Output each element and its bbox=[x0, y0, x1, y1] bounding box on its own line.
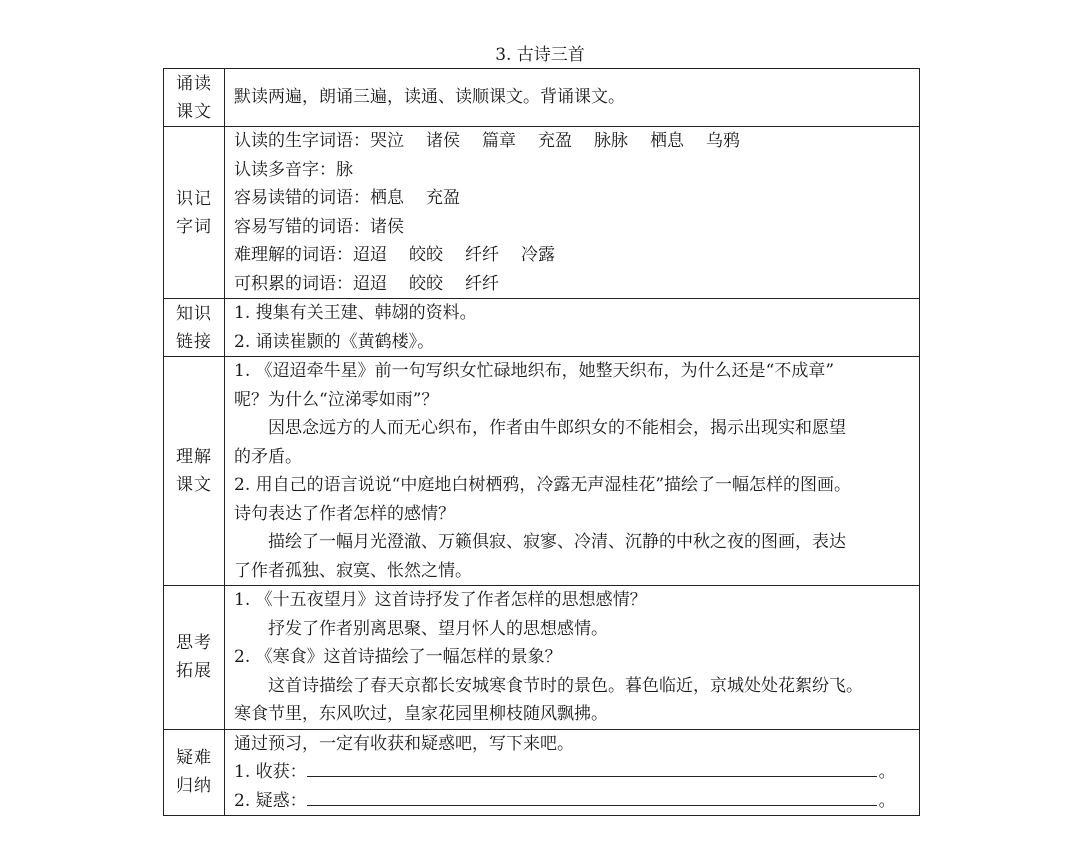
answer-line: 抒发了作者别离思聚、望月怀人的思想感情。 bbox=[268, 618, 608, 639]
knowledge-line: 2. 诵读崔颢的《黄鹤楼》。 bbox=[234, 331, 435, 352]
question-line: 诗句表达了作者怎样的感情？ bbox=[234, 503, 455, 524]
gain-blank[interactable] bbox=[307, 758, 877, 777]
row-doubts bbox=[164, 729, 920, 816]
question-line: 2. 用自己的语言说说“中庭地白树栖鸦，冷露无声湿桂花”描绘了一幅怎样的图画。 bbox=[234, 475, 852, 495]
row-content-recite bbox=[225, 69, 920, 127]
row-knowledge bbox=[164, 299, 920, 357]
question-line: 呢？为什么“泣涕零如雨”？ bbox=[234, 389, 439, 410]
doubt-blank[interactable] bbox=[307, 787, 877, 806]
doubt-line: 2. 疑惑： 。 bbox=[234, 787, 913, 816]
row-content-think bbox=[225, 586, 920, 730]
preview-table bbox=[163, 68, 920, 816]
answer-line: 了作者孤独、寂寞、怅然之情。 bbox=[234, 560, 472, 581]
words-line: 认读的生字词语：哭泣 诸侯 篇章 充盈 脉脉 栖息 乌鸦 bbox=[234, 131, 740, 151]
row-content-knowledge bbox=[225, 299, 920, 357]
answer-line: 描绘了一幅月光澄澈、万籁俱寂、寂寥、冷清、沉静的中秋之夜的图画，表达 bbox=[268, 532, 846, 552]
row-label-knowledge: 知识 链接 bbox=[164, 299, 225, 357]
doubts-intro: 通过预习，一定有收获和疑惑吧，写下来吧。 bbox=[234, 733, 574, 754]
words-line: 认读多音字：脉 bbox=[234, 159, 353, 180]
row-label-understand: 理解 课文 bbox=[164, 357, 225, 586]
row-recite bbox=[164, 69, 920, 127]
row-understand bbox=[164, 357, 920, 586]
recite-text: 默读两遍，朗诵三遍，读通、读顺课文。背诵课文。 bbox=[234, 87, 625, 108]
question-line: 2. 《寒食》这首诗描绘了一幅怎样的景象？ bbox=[234, 647, 562, 667]
answer-line: 这首诗描绘了春天京都长安城寒食节时的景色。暮色临近，京城处处花絮纷飞。 bbox=[268, 675, 863, 696]
row-label-recite: 诵读 课文 bbox=[164, 69, 225, 127]
words-line: 可积累的词语：迢迢 皎皎 纤纤 bbox=[234, 273, 499, 294]
question-line: 1. 《十五夜望月》这首诗抒发了作者怎样的思想感情？ bbox=[234, 590, 647, 610]
row-words bbox=[164, 127, 920, 299]
row-content-words bbox=[225, 127, 920, 299]
row-label-doubts: 疑难 归纳 bbox=[164, 729, 225, 816]
knowledge-line: 1. 搜集有关王建、韩翃的资料。 bbox=[234, 303, 477, 323]
words-line: 容易写错的词语：诸侯 bbox=[234, 216, 404, 237]
page-title: 3. 古诗三首 bbox=[495, 45, 585, 65]
words-line: 难理解的词语：迢迢 皎皎 纤纤 冷露 bbox=[234, 245, 555, 265]
gain-line: 1. 收获： 。 bbox=[234, 758, 913, 787]
row-content-understand bbox=[225, 357, 920, 586]
row-content-doubts bbox=[225, 729, 920, 816]
answer-line: 的矛盾。 bbox=[234, 446, 302, 467]
answer-line: 因思念远方的人而无心织布，作者由牛郎织女的不能相会，揭示出现实和愿望 bbox=[268, 418, 846, 438]
question-line: 1. 《迢迢牵牛星》前一句写织女忙碌地织布，她整天织布，为什么还是“不成章” bbox=[234, 361, 835, 381]
row-label-words: 识记 字词 bbox=[164, 127, 225, 299]
words-line: 容易读错的词语：栖息 充盈 bbox=[234, 188, 460, 208]
answer-line: 寒食节里，东风吹过，皇家花园里柳枝随风飘拂。 bbox=[234, 704, 608, 724]
row-label-think: 思考 拓展 bbox=[164, 586, 225, 730]
row-think bbox=[164, 586, 920, 730]
